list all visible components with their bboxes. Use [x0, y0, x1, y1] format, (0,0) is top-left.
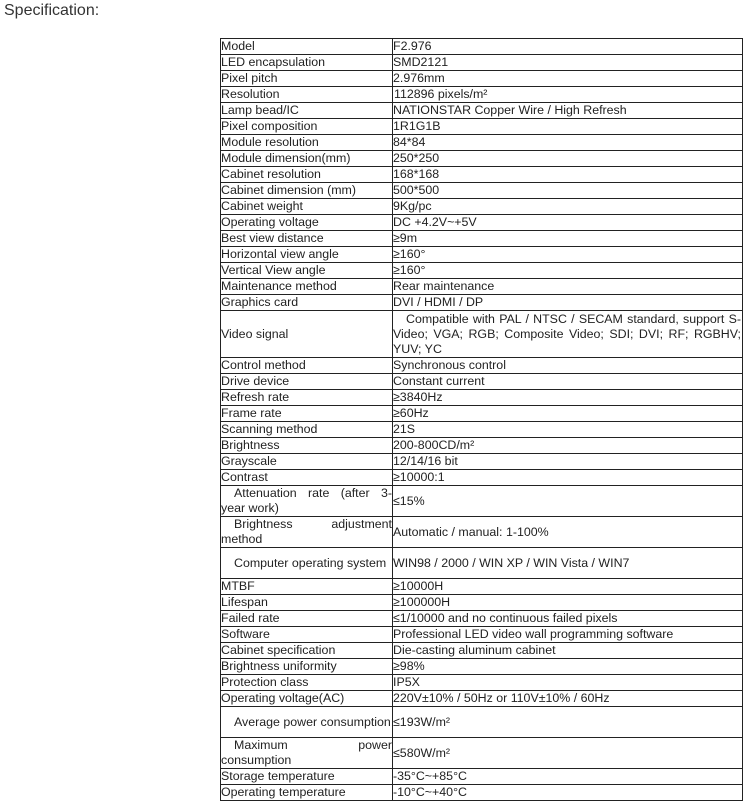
spec-value: -10°C~+40°C	[393, 785, 743, 801]
spec-value: 1R1G1B	[393, 119, 743, 135]
spec-value: 250*250	[393, 151, 743, 167]
spec-value: DVI / HDMI / DP	[393, 295, 743, 311]
spec-row	[221, 39, 743, 55]
spec-row	[221, 215, 743, 231]
spec-row	[221, 279, 743, 295]
spec-value: SMD2121	[393, 55, 743, 71]
spec-label: Maximum power consumption	[221, 738, 392, 767]
spec-row	[221, 103, 743, 119]
spec-value: Die-casting aluminum cabinet	[393, 643, 743, 659]
spec-label: Control method	[221, 358, 393, 374]
spec-row	[221, 87, 743, 103]
spec-value: ≥98%	[393, 659, 743, 675]
spec-row	[221, 247, 743, 263]
spec-row	[221, 119, 743, 135]
spec-label: Failed rate	[221, 611, 393, 627]
spec-label: Average power consumption	[221, 707, 393, 738]
spec-row	[221, 595, 743, 611]
spec-label: Module dimension(mm)	[221, 151, 393, 167]
spec-label: Attenuation rate (after 3-year work)	[221, 486, 392, 515]
spec-value: 84*84	[393, 135, 743, 151]
spec-label: Resolution	[221, 87, 393, 103]
spec-label: Scanning method	[221, 422, 393, 438]
spec-label: Software	[221, 627, 393, 643]
spec-label: Brightness uniformity	[221, 659, 393, 675]
spec-value: ≤580W/m²	[393, 738, 743, 769]
spec-row	[221, 151, 743, 167]
spec-row	[221, 183, 743, 199]
spec-label: Video signal	[221, 311, 393, 358]
spec-label: Contrast	[221, 470, 393, 486]
spec-label: Graphics card	[221, 295, 393, 311]
spec-value: ≥60Hz	[393, 406, 743, 422]
spec-label: Drive device	[221, 374, 393, 390]
spec-row	[221, 454, 743, 470]
spec-label: LED encapsulation	[221, 55, 393, 71]
spec-row	[221, 643, 743, 659]
spec-row	[221, 769, 743, 785]
spec-row	[221, 295, 743, 311]
spec-label: Cabinet dimension (mm)	[221, 183, 393, 199]
spec-label: Operating voltage(AC)	[221, 691, 393, 707]
spec-label: Maintenance method	[221, 279, 393, 295]
spec-row	[221, 438, 743, 454]
spec-row	[221, 55, 743, 71]
spec-value: ≥10000H	[393, 579, 743, 595]
spec-label: Module resolution	[221, 135, 393, 151]
spec-label: Pixel pitch	[221, 71, 393, 87]
spec-row	[221, 374, 743, 390]
spec-value: WIN98 / 2000 / WIN XP / WIN Vista / WIN7	[393, 548, 743, 579]
spec-label: Lifespan	[221, 595, 393, 611]
spec-value: 12/14/16 bit	[393, 454, 743, 470]
spec-row	[221, 231, 743, 247]
spec-value: 220V±10% / 50Hz or 110V±10% / 60Hz	[393, 691, 743, 707]
spec-row	[221, 263, 743, 279]
spec-value: IP5X	[393, 675, 743, 691]
spec-label: Cabinet resolution	[221, 167, 393, 183]
spec-label: MTBF	[221, 579, 393, 595]
spec-value: ≥10000:1	[393, 470, 743, 486]
spec-row	[221, 71, 743, 87]
spec-value: ≥160°	[393, 263, 743, 279]
spec-value: Rear maintenance	[393, 279, 743, 295]
spec-label: Vertical View angle	[221, 263, 393, 279]
spec-row	[221, 199, 743, 215]
spec-label: Model	[221, 39, 393, 55]
spec-value: ≥9m	[393, 231, 743, 247]
spec-value: Synchronous control	[393, 358, 743, 374]
spec-value: 9Kg/pc	[393, 199, 743, 215]
spec-row	[221, 406, 743, 422]
spec-label: Operating voltage	[221, 215, 393, 231]
spec-table-body	[221, 39, 743, 801]
spec-row	[221, 738, 743, 769]
spec-value: Constant current	[393, 374, 743, 390]
spec-row	[221, 691, 743, 707]
spec-row	[221, 422, 743, 438]
spec-value: Compatible with PAL / NTSC / SECAM standard, support S-Video; VGA; RGB; Composite Video; SDI; DVI; RF; RGBHV; YUV; YC	[393, 311, 741, 356]
spec-row	[221, 707, 743, 738]
spec-label: Pixel composition	[221, 119, 393, 135]
spec-row	[221, 358, 743, 374]
spec-label: Storage temperature	[221, 769, 393, 785]
spec-value: ≥100000H	[393, 595, 743, 611]
spec-row	[221, 659, 743, 675]
spec-label: Cabinet weight	[221, 199, 393, 215]
spec-table	[220, 38, 743, 801]
spec-value: 2.976mm	[393, 71, 743, 87]
spec-value: ≤15%	[393, 486, 743, 517]
spec-row	[221, 470, 743, 486]
spec-value: NATIONSTAR Copper Wire / High Refresh	[393, 103, 743, 119]
spec-label: Protection class	[221, 675, 393, 691]
spec-row	[221, 311, 743, 358]
spec-value: 21S	[393, 422, 743, 438]
spec-value: 500*500	[393, 183, 743, 199]
spec-value: 200-800CD/m²	[393, 438, 743, 454]
spec-value: ≤193W/m²	[393, 707, 743, 738]
spec-row	[221, 390, 743, 406]
spec-value: 168*168	[393, 167, 743, 183]
spec-row	[221, 627, 743, 643]
spec-row	[221, 548, 743, 579]
spec-row	[221, 611, 743, 627]
spec-value: ≥160°	[393, 247, 743, 263]
spec-row	[221, 486, 743, 517]
spec-label: Cabinet specification	[221, 643, 393, 659]
spec-value: -35°C~+85°C	[393, 769, 743, 785]
spec-label: Refresh rate	[221, 390, 393, 406]
spec-label: Horizontal view angle	[221, 247, 393, 263]
spec-row	[221, 517, 743, 548]
spec-row	[221, 675, 743, 691]
spec-label: Brightness	[221, 438, 393, 454]
spec-label: Best view distance	[221, 231, 393, 247]
spec-row	[221, 167, 743, 183]
spec-row	[221, 135, 743, 151]
spec-value: Professional LED video wall programming software	[393, 627, 743, 643]
spec-value: F2.976	[393, 39, 743, 55]
spec-label: Frame rate	[221, 406, 393, 422]
spec-value: ≤1/10000 and no continuous failed pixels	[393, 611, 743, 627]
section-heading: Specification:	[4, 2, 100, 19]
spec-label: Computer operating system	[221, 548, 393, 579]
spec-value: 112896 pixels/m²	[393, 87, 743, 103]
spec-label: Operating temperature	[221, 785, 393, 801]
spec-label: Grayscale	[221, 454, 393, 470]
spec-value: ≥3840Hz	[393, 390, 743, 406]
spec-value: Automatic / manual: 1-100%	[393, 517, 743, 548]
spec-row	[221, 785, 743, 801]
spec-label: Lamp bead/IC	[221, 103, 393, 119]
spec-value: DC +4.2V~+5V	[393, 215, 743, 231]
spec-row	[221, 579, 743, 595]
spec-label: Brightness adjustment method	[221, 517, 392, 546]
